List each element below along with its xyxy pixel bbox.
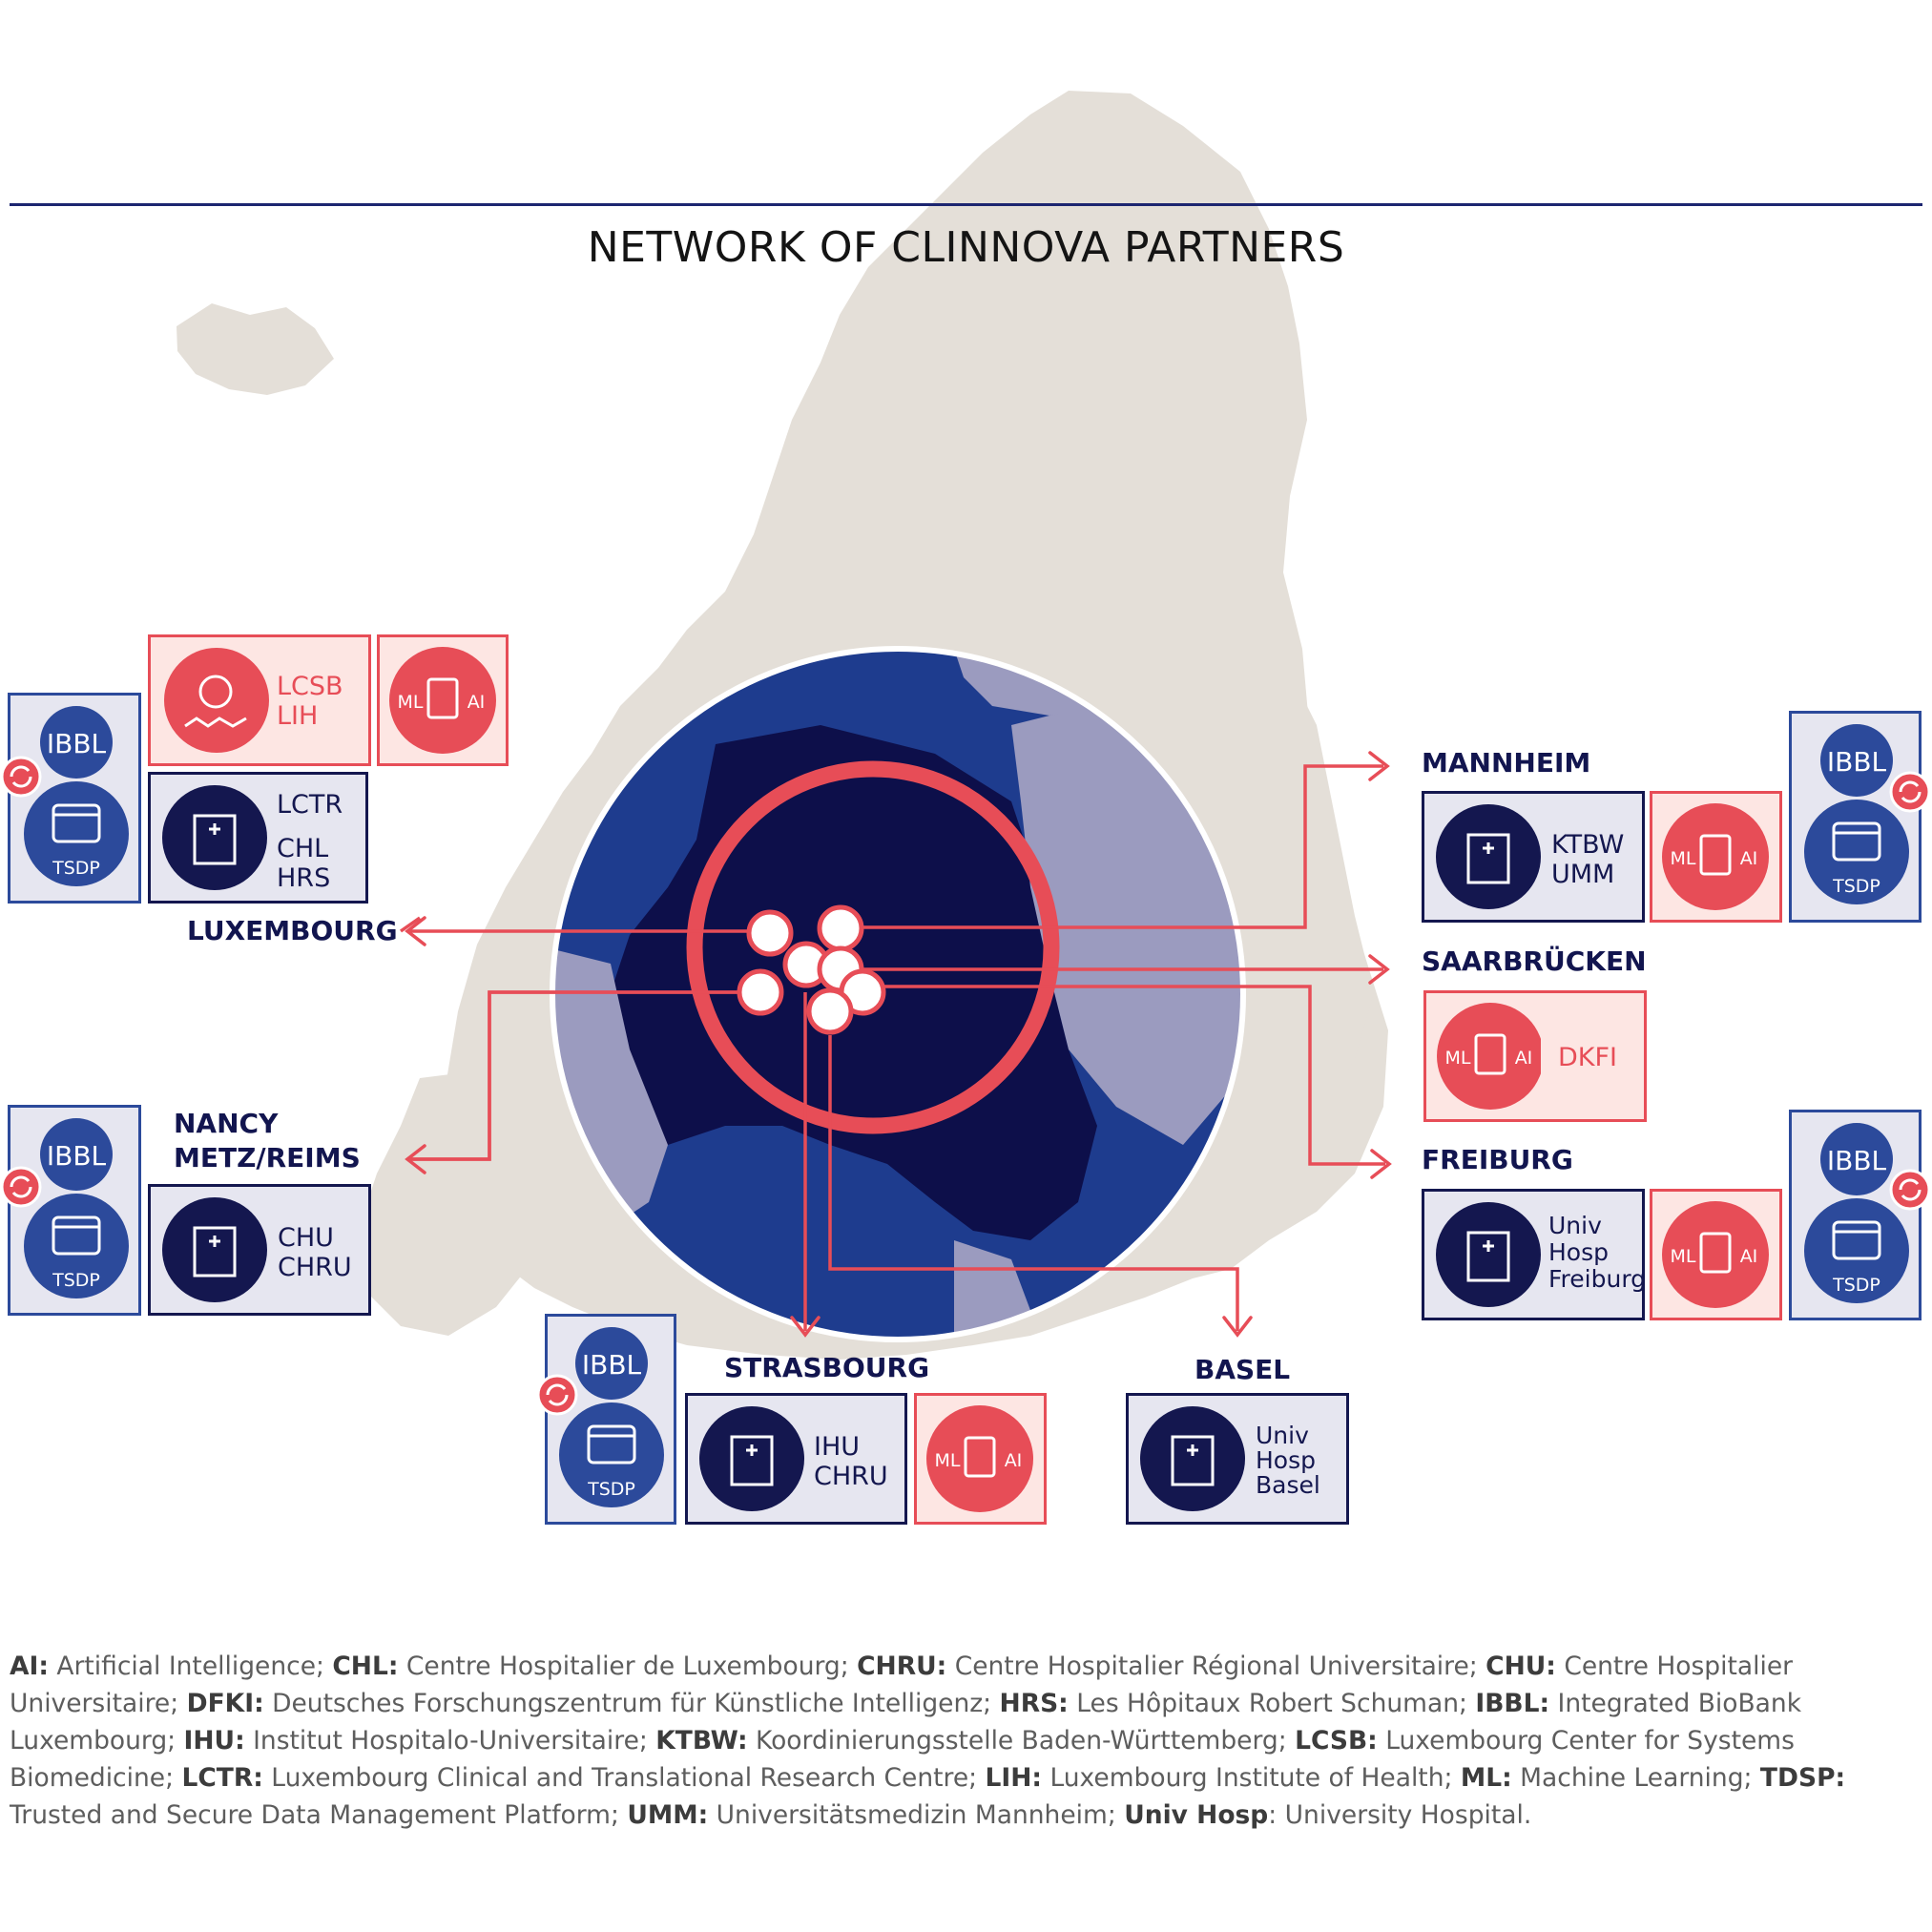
legend-abbr: HRS: [999,1689,1069,1718]
partner-chl: CHL [277,834,329,863]
partner-chu: CHU [278,1223,334,1253]
legend-definition: Luxembourg Clinical and Translational Research Centre; [262,1763,986,1793]
ibbl-label: IBBL [46,728,107,759]
tsdp-label: TSDP [52,858,100,879]
partner-freiburg: Freiburg [1548,1265,1647,1293]
legend-definition: Centre Hospitalier Universitaire; [10,1652,1794,1718]
ibbl-tsdp-box-luxembourg [8,693,141,904]
legend-abbr: Univ Hosp [1124,1800,1269,1830]
legend-abbr: ML: [1460,1763,1512,1793]
legend-abbr: CHU: [1485,1652,1556,1681]
legend-definition: Deutsches Forschungszentrum für Künstliche Intelligenz; [263,1689,1000,1718]
legend-abbr: IBBL: [1475,1689,1550,1718]
legend-abbr: DFKI: [186,1689,264,1718]
svg-text:ML: ML [934,1450,961,1471]
partner-hosp: Hosp [1548,1238,1609,1266]
svg-text:AI: AI [1739,1246,1758,1267]
legend-definition: : University Hospital. [1268,1800,1532,1830]
svg-text:IBBL: IBBL [1826,746,1887,778]
legend-abbr: LIH: [985,1763,1043,1793]
hospital-box-luxembourg [148,772,368,904]
svg-text:AI: AI [467,692,486,713]
partner-lctr: LCTR [277,790,343,820]
city-basel: BASEL [1195,1354,1291,1385]
ibbl-tsdp-box-freiburg [1789,1110,1922,1320]
research-box-luxembourg [148,634,371,766]
research-box-saarbrucken [1423,990,1647,1122]
svg-text:AI: AI [1739,848,1758,869]
svg-text:TSDP: TSDP [1833,876,1880,897]
partner-lcsb: LCSB [277,672,343,701]
abbreviation-legend [10,1648,1908,1834]
hospital-box-nancy [148,1184,371,1316]
hospital-box-freiburg [1422,1189,1645,1320]
svg-text:ML: ML [1670,848,1696,869]
sync-icon [1889,1169,1931,1211]
hospital-box-basel [1126,1393,1349,1525]
svg-text:IBBL: IBBL [1826,1145,1887,1176]
ml-ai-box-mannheim [1650,791,1782,923]
legend-abbr: AI: [10,1652,49,1681]
partner-ihu: IHU [814,1432,861,1462]
legend-definition: Centre Hospitalier Régional Universitaire; [946,1652,1486,1681]
sync-icon [536,1374,578,1416]
city-metz-reims: METZ/REIMS [174,1142,361,1174]
ml-ai-box-freiburg [1650,1189,1782,1320]
svg-text:IBBL: IBBL [581,1349,642,1381]
svg-text:AI: AI [1004,1450,1023,1471]
partner-chru: CHRU [278,1253,352,1282]
page-title: NETWORK OF CLINNOVA PARTNERS [587,223,1345,272]
svg-text:TSDP: TSDP [52,1270,100,1291]
sync-icon [0,756,42,798]
hospital-icon [162,785,267,890]
legend-abbr: KTBW: [655,1726,748,1755]
city-luxembourg: LUXEMBOURG [187,915,398,946]
partner-univ: Univ [1256,1422,1309,1449]
legend-definition: Koordinierungsstelle Baden-Württemberg; [747,1726,1296,1755]
hospital-icon [699,1406,804,1511]
sync-icon [1889,771,1931,813]
legend-definition: Luxembourg Institute of Health; [1042,1763,1461,1793]
legend-definition: Machine Learning; [1511,1763,1760,1793]
partner-dkfi: DKFI [1558,1043,1617,1072]
ibbl-tsdp-box-strasbourg [545,1314,676,1525]
svg-text:ML: ML [397,692,424,713]
analytics-icon [164,648,269,753]
svg-text:TSDP: TSDP [1833,1275,1880,1296]
hospital-box-strasbourg [685,1393,907,1525]
partner-hrs: HRS [277,863,331,893]
hospital-icon [1436,804,1541,909]
sync-icon [0,1166,42,1208]
legend-definition: Integrated BioBank Luxembourg; [10,1689,1802,1755]
svg-text:TSDP: TSDP [588,1479,635,1500]
partner-ktbw: KTBW [1551,830,1625,860]
legend-abbr: LCSB: [1295,1726,1378,1755]
hospital-box-mannheim [1422,791,1645,923]
legend-abbr: UMM: [627,1800,709,1830]
ml-ai-box-luxembourg [377,634,509,766]
ibbl-tsdp-box-nancy [8,1105,141,1316]
legend-definition: Trusted and Secure Data Management Platform; [10,1800,628,1830]
legend-abbr: IHU: [183,1726,245,1755]
legend-definition: Institut Hospitalo-Universitaire; [244,1726,656,1755]
hospital-icon [162,1197,267,1302]
ml-ai-box-strasbourg [914,1393,1047,1525]
legend-abbr: LCTR: [181,1763,263,1793]
hospital-icon [1436,1202,1541,1307]
city-saarbrucken: SAARBRÜCKEN [1422,945,1647,977]
city-freiburg: FREIBURG [1422,1144,1573,1175]
city-strasbourg: STRASBOURG [724,1352,930,1383]
city-nancy: NANCY [174,1108,279,1139]
partner-lih: LIH [277,701,319,731]
partner-chru: CHRU [814,1462,888,1491]
svg-text:AI: AI [1514,1048,1533,1069]
legend-abbr: CHRU: [857,1652,947,1681]
legend-definition: Les Hôpitaux Robert Schuman; [1068,1689,1476,1718]
legend-abbr: TDSP: [1759,1763,1846,1793]
svg-text:IBBL: IBBL [46,1140,107,1172]
legend-definition: Universitätsmedizin Mannheim; [708,1800,1125,1830]
partner-univ: Univ [1548,1212,1602,1239]
partner-umm: UMM [1551,860,1615,889]
partner-hosp: Hosp [1256,1446,1316,1474]
city-mannheim: MANNHEIM [1422,747,1591,779]
ibbl-tsdp-box-mannheim [1789,711,1922,923]
legend-definition: Luxembourg Center for Systems Biomedicine; [10,1726,1795,1793]
legend-abbr: CHL: [332,1652,399,1681]
partner-basel: Basel [1256,1471,1320,1499]
svg-text:ML: ML [1444,1048,1471,1069]
svg-text:ML: ML [1670,1246,1696,1267]
legend-definition: Centre Hospitalier de Luxembourg; [398,1652,858,1681]
legend-definition: Artificial Intelligence; [48,1652,333,1681]
hospital-icon [1140,1406,1245,1511]
title-rule [10,203,1922,206]
